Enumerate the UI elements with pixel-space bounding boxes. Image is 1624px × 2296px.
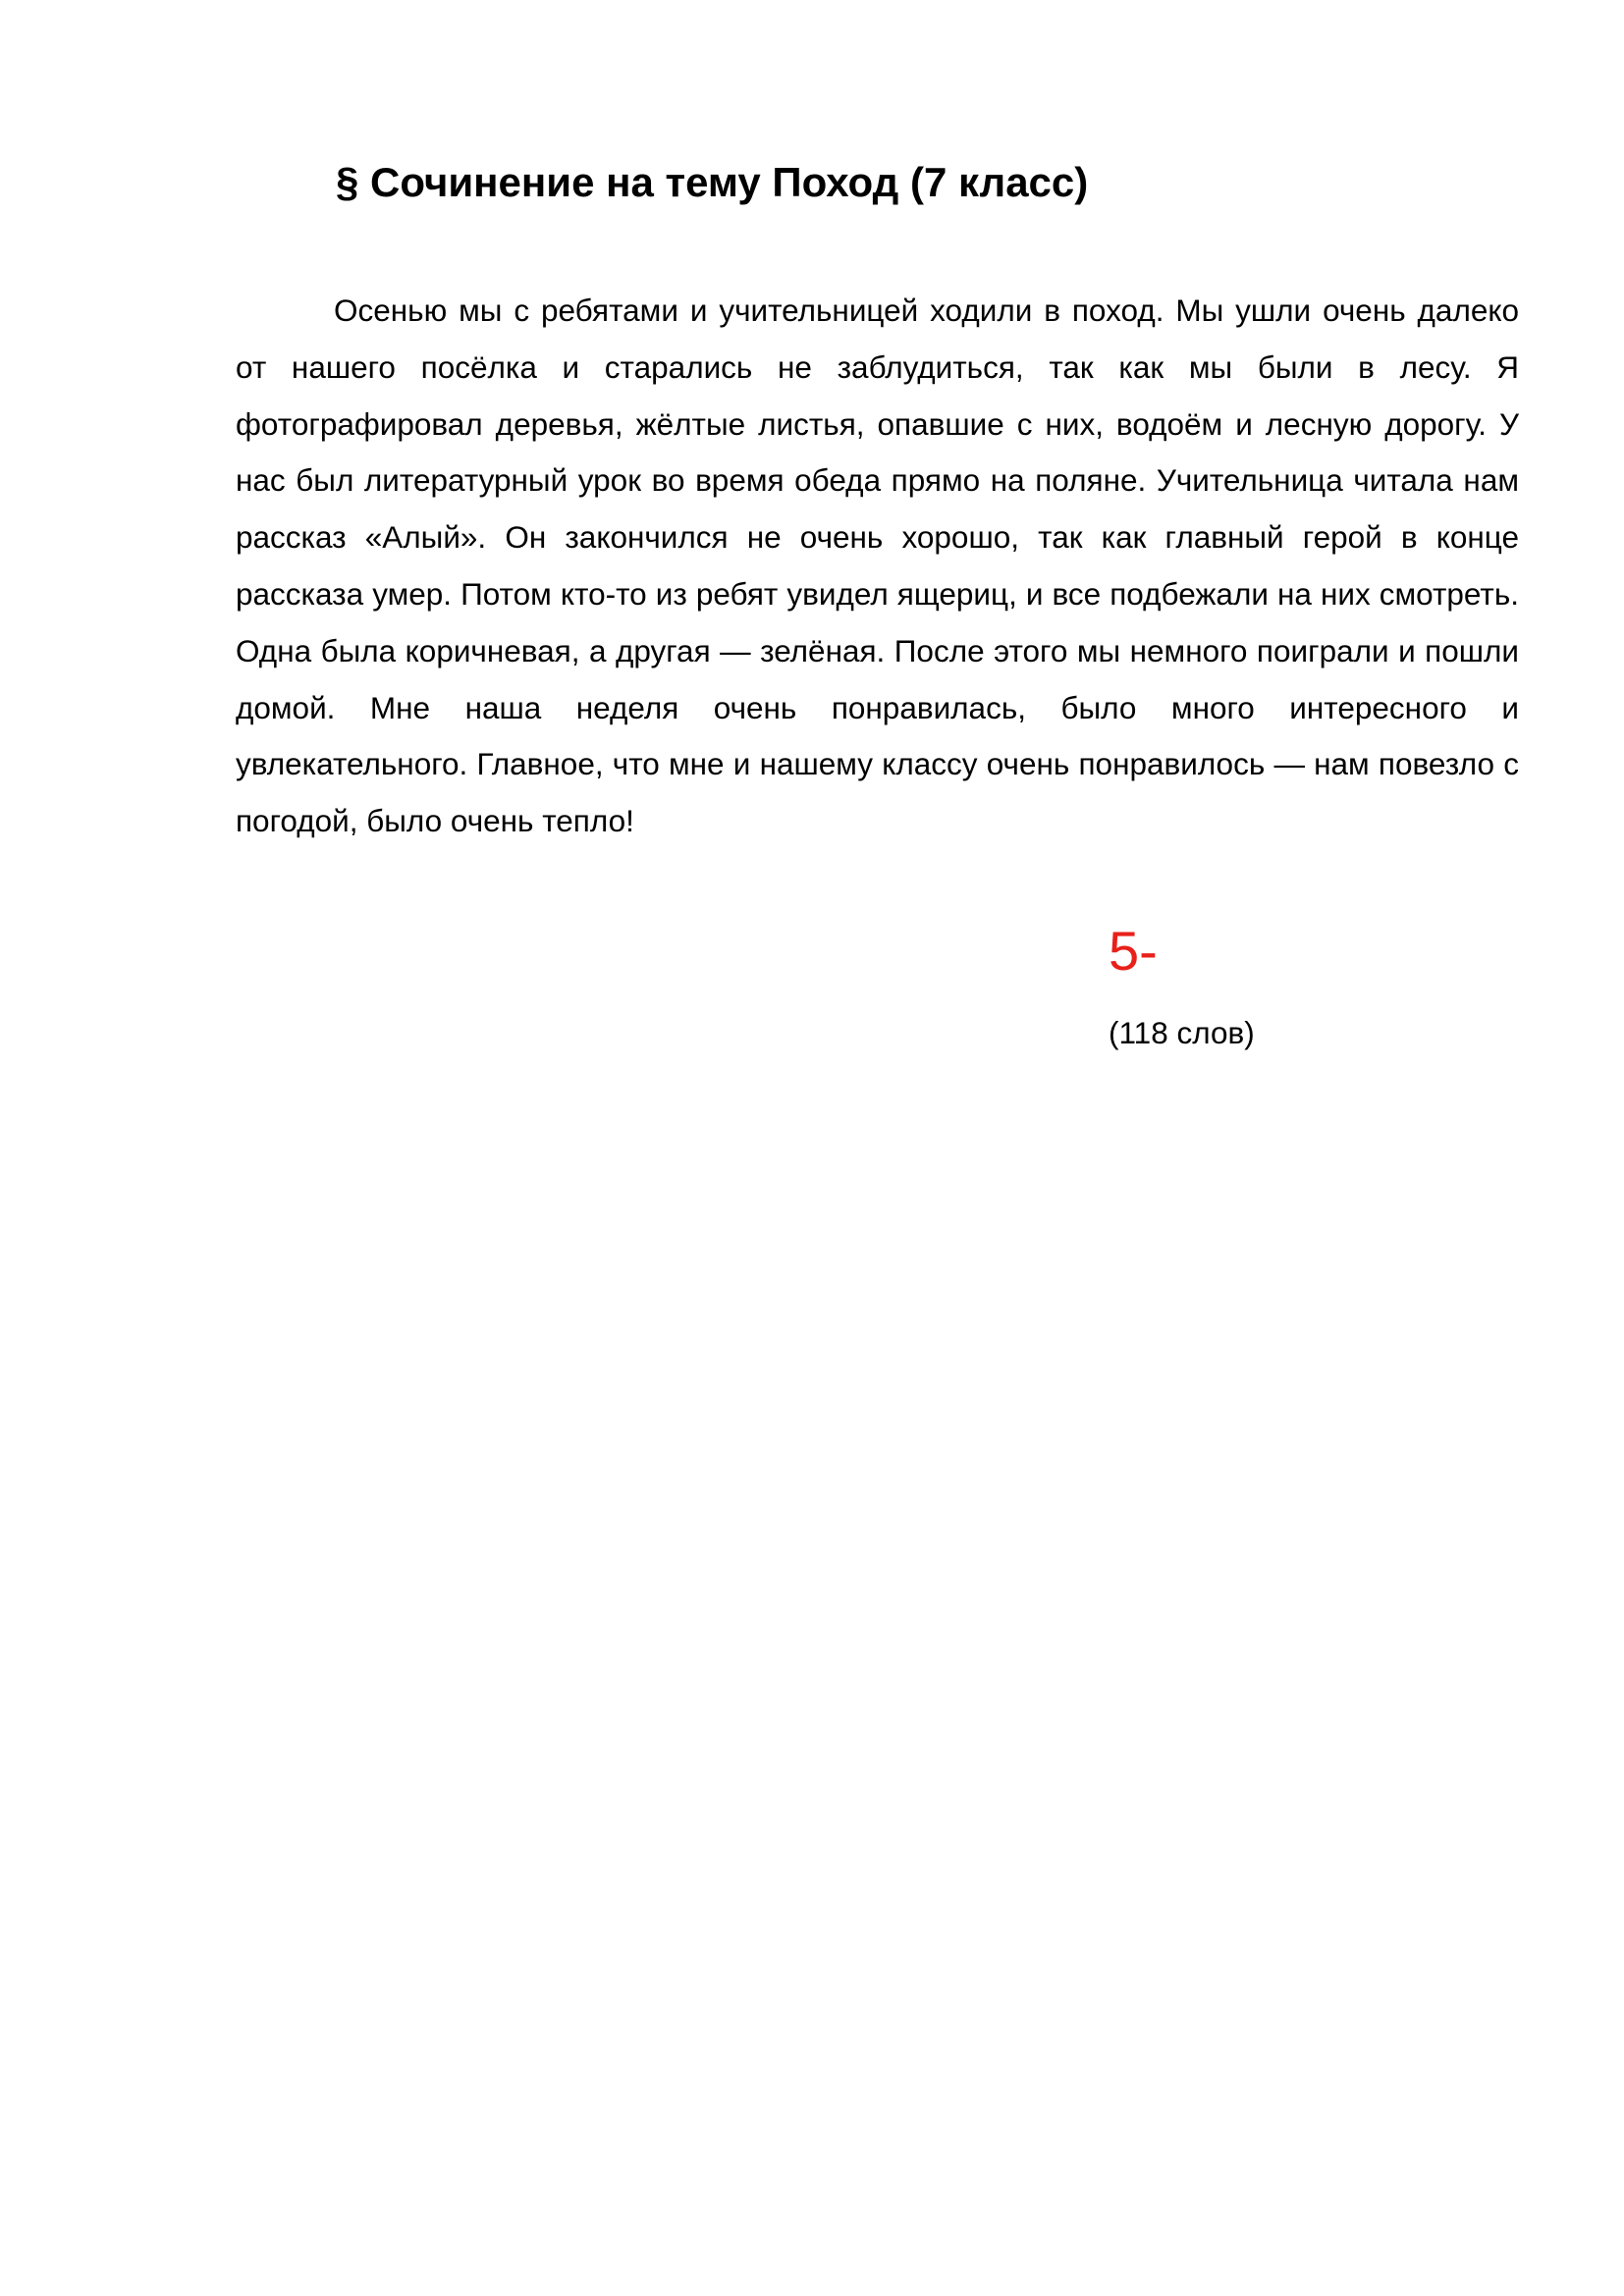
word-count: (118 слов) <box>1109 1015 1255 1050</box>
essay-body: Осенью мы с ребятами и учительницей ходили в поход. Мы ушли очень далеко от нашего посёлка и старались не заблудиться, так как мы были в лесу. Я фотографировал деревья, жёлтые листья, опавшие с них, водоём и лесную дорогу. У нас был литературный урок во время обеда прямо на поляне. Учительница читала нам рассказ «Алый». Он закончился не очень хорошо, так как главный герой в конце рассказа умер. Потом кто-то из ребят увидел ящериц, и все подбежали на них смотреть. Одна была коричневая, а другая — зелёная. После этого мы немного поиграли и пошли домой. Мне наша неделя очень понравилась, было много интересного и увлекательного. Главное, что мне и нашему классу очень понравилось — нам повезло с погодой, было очень тепло! <box>236 293 1519 839</box>
essay-title: § Сочинение на тему Поход (7 класс) <box>336 159 1089 205</box>
grade-mark: 5- <box>1109 920 1158 982</box>
